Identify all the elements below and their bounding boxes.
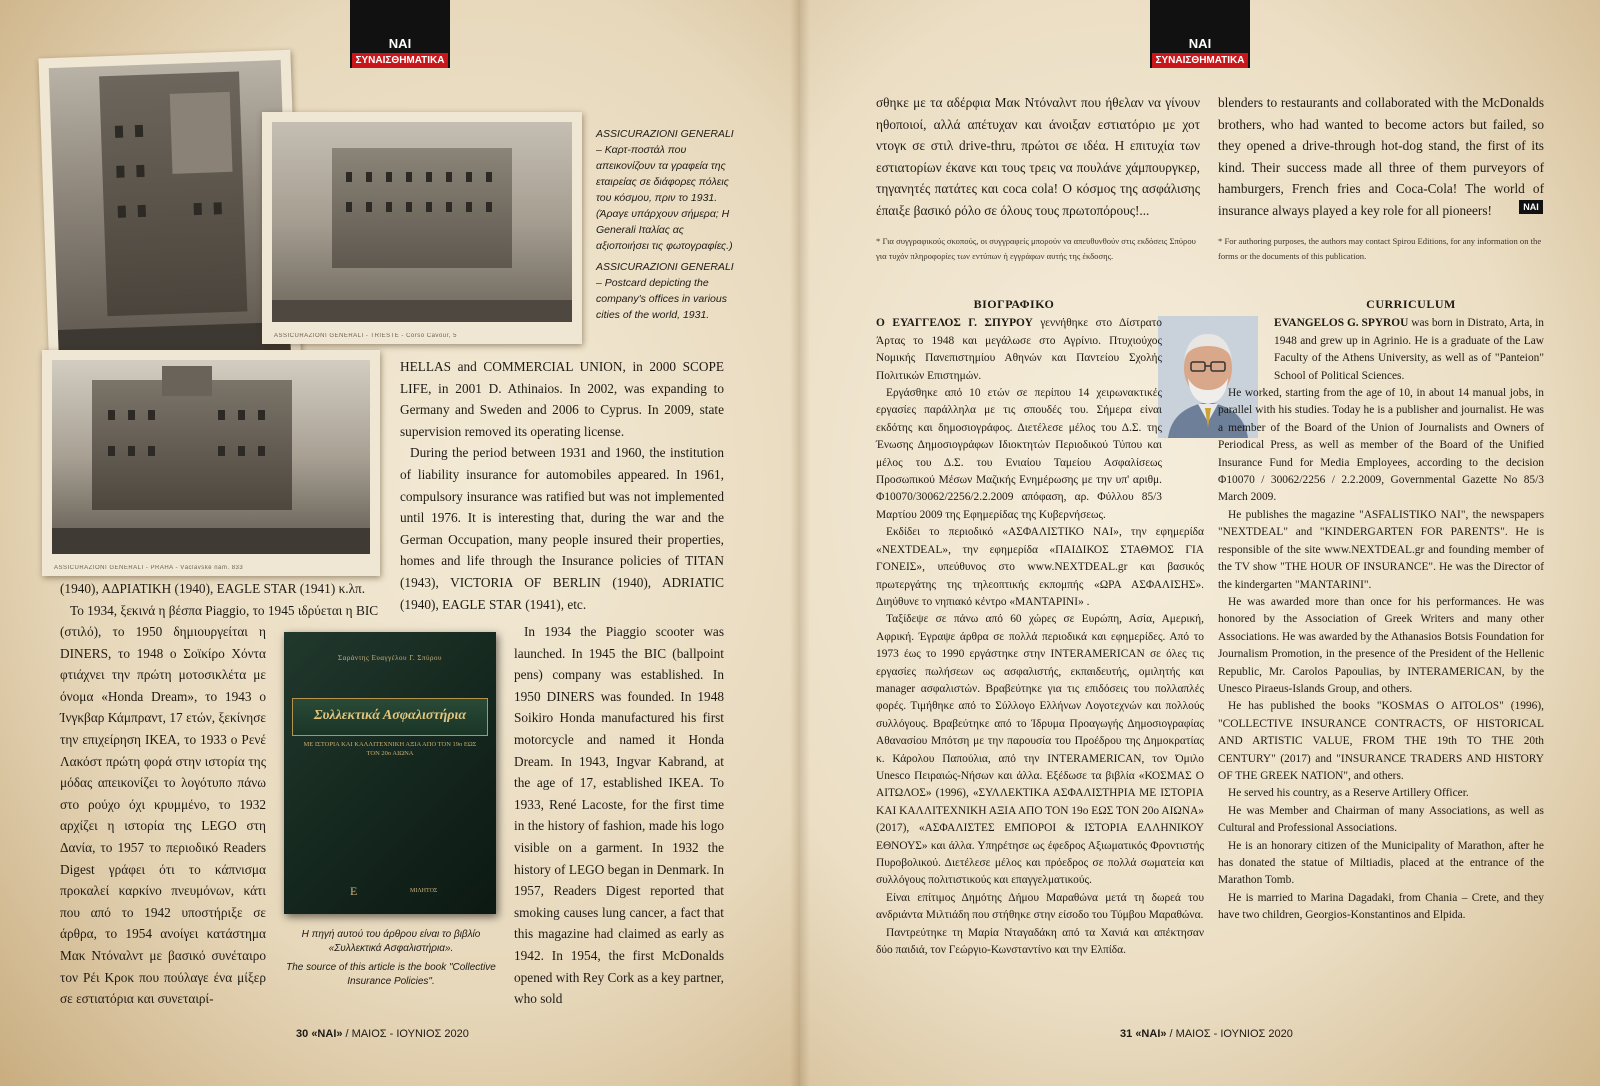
bio-greek-narrow-block	[876, 385, 1162, 524]
book-publisher: ΜΙΛΗΤΟΣ	[410, 888, 438, 894]
book-publisher-logo: Ε	[350, 884, 358, 898]
section-tab-left	[350, 0, 450, 68]
bio-english-para-1	[1274, 315, 1544, 385]
footnote-english: * For authoring purposes, the authors may contact Spirou Editions, for any information on the forms or the documents of this publication.	[1218, 236, 1542, 261]
left-english-column-bottom	[514, 621, 724, 1010]
left-english-para-2: During the period between 1931 and 1960, the institution of liability insurance for automobiles appeared. In 1961, compulsory insurance was ratified but was not implemented until 1976. It is interesting that, during the war and the German Occupation, many people insured their properties, homes and life through the Insurance policies of TITAN (1943), VICTORIA OF BERLIN (1940), ADRIATIC (1940), EAGLE STAR (1941), etc.	[400, 445, 724, 612]
section-tab-right	[1150, 0, 1250, 68]
bio-greek-para-6: Παντρεύτηκε τη Μαρία Νταγαδάκη από τα Χανιά και απέκτησαν δύο παιδιά, τον Γεώργιο-Κωνσταντίνο και την Ελπίδα.	[876, 926, 1204, 957]
bio-greek-para-1-text: γεννήθηκε στο Δίστρατο Άρτας το 1948 και μεγάλωσε στο Αγρίνιο. Πτυχιούχος Νομικής Πανεπιστημίου Αθηνών και Παντείου Σχολής Πολιτικών Επιστημών.	[876, 317, 1162, 382]
bio-greek-name: Ο ΕΥΑΓΓΕΛΟΣ Γ. ΣΠΥΡΟΥ	[876, 317, 1033, 330]
bio-greek-para-4: Ταξίδεψε σε πάνω από 60 χώρες σε Ευρώπη, Ασία, Αμερική, Αφρική. Έγραψε άρθρα σε πολλά περιοδικά και εφημερίδες. Από το 1973 έως το 1990 εργάστηκε στην INTERAMERICAN σε όλες τις εργασίες πωλήσεων ως ασφαλιστής, εκπαιδευτής, ομιλητής και manager ασφαλιστών. Βραβεύτηκε για τις επιδόσεις του πολλαπλές φορές. Τιμήθηκε από το Σύλλογο Ελλήνων Λογοτεχνών και πολλούς συλλόγους. Βραβεύτηκε από το Ίδρυμα Προαγωγής Δημοσιογραφίας Αθανασίου Μπότση με την παρουσία του Προέδρου της Δημοκρατίας κ. Κάρολου Παπούλια, από την INTERAMERICAN, τον Όμιλο Unesco Πειραιώς-Νήσων και άλλα. Εξέδωσε τα βιβλία «ΚΟΣΜΑΣ Ο ΑΙΤΩΛΟΣ» (1996), «ΣΥΛΛΕΚΤΙΚΑ ΑΣΦΑΛΙΣΤΗΡΙΑ ΜΕ ΙΣΤΟΡΙΑ ΚΑΙ ΚΑΛΛΙΤΕΧΝΙΚΗ ΑΞΙΑ ΑΠΟ ΤΟΝ 19ο ΕΩΣ ΤΟΝ 20ο ΑΙΩΝΑ» (2017), «ΑΣΦΑΛΙΣΤΕΣ ΕΜΠΟΡΟΙ & ΙΣΤΟΡΙΑ ΕΛΛΗΝΙΚΟΥ ΕΘΝΟΥΣ» και άλλα. Υπηρέτησε ως έφεδρος Αξιωματικός Φροντιστής Πυροβολικού. Διετέλεσε μέλος και πρόεδρος σε πολλά σωματεία και συλλόγους πολιτιστικούς και επαγγελματικούς.	[876, 613, 1204, 887]
bio-english-para-4: He was awarded more than once for his performances. He was honored by the Association of Greek Writers and many other Associations. He was awarded by the Athanasios Botsis Foundation for Journalism Promotion, in the presence of the President of the Hellenic Republic, Mr. Carolos Papoulias, by INTERAMERICAN, by the Unesco Piraeus-Islands Group, and others.	[1218, 595, 1544, 695]
left-english-para-3: In 1934 the Piaggio scooter was launched. In 1945 the BIC (ballpoint pens) company was established. In 1950 DINERS was founded. In 1948 Soikiro Honda manufactured his first motorcycle and named it Honda Dream. In 1943, Ingvar Kabrand, at the age of 17, established IKEA. To 1933, René Lacoste, for the first time in the history of fashion, made his logo visible on a garment. In 1932 the history of LEGO began in Denmark. In 1957, Readers Digest reported that smoking causes lung cancer, a fact that this magazine had claimed as early as 1942. In 1954, the first McDonalds opened with Rey Cork as a key partner, who sold	[514, 624, 724, 1007]
book-subtitle: ΜΕ ΙΣΤΟΡΙΑ ΚΑΙ ΚΑΛΛΙΤΕΧΝΙΚΗ ΑΞΙΑ ΑΠΟ ΤΟΝ 19ο ΕΩΣ ΤΟΝ 20ο ΑΙΩΝΑ	[303, 741, 477, 757]
left-greek-top-line-2: Το 1934, ξεκινά η βέσπα Piaggio, το 1945 ιδρύεται η BIC	[70, 602, 379, 618]
bio-english	[1218, 296, 1544, 925]
nai-end-badge: NAI	[1519, 200, 1543, 214]
right-greek-column-top	[876, 92, 1200, 222]
left-english-para-1: HELLAS and COMMERCIAL UNION, in 2000 SCOPE LIFE, in 2001 D. Athinaios. In 2002, was expanding to Germany and Sweden and 2006 to Cyprus. In 2009, state supervision removed its operating license.	[400, 359, 724, 439]
postcard-praha-caption: ASSICURAZIONI GENERALI - PRAHA - Václavské nám. 833	[54, 565, 244, 571]
right-greek-top-para: σθηκε με τα αδέρφια Μακ Ντόναλντ που ήθελαν να γίνουν ηθοποιοί, αλλά απέτυχαν και άνοιξαν εστιατόριο με χοτ ντογκ σε στιλ drive-thru, πρώτοι σε ιδέα. Η επιτυχία των εστιατορίων έκανε και τους τρεις να πουλάνε χάμπουργκερ, τηγανητές πατάτες και coca cola! Ο κόσμος της ασφάλισης έπαιξε βασικό ρόλο σε όλους τους πρωτοπόρους!...	[876, 95, 1200, 218]
footer-right-mag: «NAI»	[1135, 1028, 1167, 1040]
book-author: Σαράντης Ευαγγέλου Γ. Σπύρου	[338, 654, 442, 662]
bio-english-para-5: He has published the books "KOSMAS O AITOLOS" (1996), "COLLECTIVE INSURANCE CONTRACTS, OF HISTORICAL AND ARTISTIC VALUE, FROM THE 19th TO THE 20th CENTURY" (2017) and "INSURANCE TRADERS AND HISTORY OF THE GREEK NATION", and others.	[1218, 700, 1544, 782]
tab-nai-label: NAI	[388, 36, 412, 51]
bio-english-heading: CURRICULUM	[1366, 297, 1456, 311]
footer-right-page: 31	[1120, 1028, 1133, 1040]
book-caption	[282, 928, 500, 994]
bio-english-para-9: He is married to Marina Dagadaki, from Chania – Crete, and they have two children, Georgios-Konstantinos and Elpida.	[1218, 891, 1544, 922]
tab-section-label: ΣΥΝΑΙΣΘΗΜΑΤΙΚΑ	[352, 53, 448, 68]
right-english-top-para: blenders to restaurants and collaborated with the McDonalds brothers, who had wanted to become actors but failed, so they opened a drive-through hot-dog stand, the first of its kind. Their success made all three of them purveyors of hamburgers, French fries and Coca-Cola! The world of insurance always played a key role for all pioneers!	[1218, 95, 1544, 218]
bio-english-para-6: He served his country, as a Reserve Artillery Officer.	[1228, 787, 1469, 800]
book-cover	[284, 632, 496, 914]
postcard-caption	[596, 126, 736, 328]
left-english-column-top	[400, 356, 724, 615]
bio-greek	[876, 296, 1204, 959]
footnote-greek: * Για συγγραφικούς σκοπούς, οι συγγραφείς μπορούν να απευθυνθούν στις εκδόσεις Σπύρου για τυχόν πληροφορίες των εντύπων ή εγγράφων αυτής της έκδοσης.	[876, 236, 1196, 261]
book-title: Συλλεκτικά Ασφαλιστήρια	[313, 708, 467, 723]
right-english-column-top	[1218, 92, 1544, 222]
left-greek-top-line: (1940), ΑΔΡΙΑΤΙΚΗ (1940), EAGLE STAR (1941) κ.λπ.	[60, 581, 366, 596]
postcard-praha	[42, 350, 380, 576]
bio-english-para-7: He was Member and Chairman of many Associations, as well as Cultural and Professional Associations.	[1218, 804, 1544, 835]
postcard-fiume-image	[49, 60, 291, 360]
left-greek-top-lines	[60, 578, 380, 621]
postcard-trieste-caption: ASSICURAZIONI GENERALI - TRIESTE - Corso Cavour, 5	[274, 333, 457, 339]
bio-greek-heading: ΒΙΟΓΡΑΦΙΚΟ	[973, 297, 1055, 311]
left-greek-column	[60, 621, 266, 1010]
tab-section-label-right: ΣΥΝΑΙΣΘΗΜΑΤΙΚΑ	[1152, 53, 1248, 68]
footer-right	[1120, 1028, 1293, 1040]
bio-english-para-1-text: was born in Distrato, Arta, in 1948 and grew up in Agrinio. He is a graduate of the Law Faculty of the Athens University, as well as of "Panteion" School of Political Sciences.	[1274, 317, 1544, 382]
footer-left-issue: / ΜΑΙΟΣ - ΙΟΥΝΙΟΣ 2020	[342, 1028, 469, 1040]
book-caption-greek: Η πηγή αυτού του άρθρου είναι το βιβλίο «Συλλεκτικά Ασφαλιστήρια».	[301, 929, 481, 954]
bio-greek-para-5: Είναι επίτιμος Δημότης Δήμου Μαραθώνα μετά τη δωρεά του ανδριάντα Μιλτιάδη που στήθηκε στην είσοδο του Τύμβου Μαραθώνα.	[876, 891, 1204, 922]
footer-left-mag: «NAI»	[311, 1028, 343, 1040]
bio-greek-para-3: Εκδίδει το περιοδικό «ΑΣΦΑΛΙΣΤΙΚΟ ΝΑΙ», την εφημερίδα «NEXTDEAL», την εφημερίδα «ΠΑΙΔΙΚΟΣ ΣΤΑΘΜΟΣ ΓΙΑ ΓΟΝΕΙΣ», υπεύθυνος στο www.NEXTDEAL.gr και βασικός πρωτεργάτης της τηλεοπτικής εκπομπής «ΩΡΑ ΑΣΦΑΛΙΣΗΣ». Διηύθυνε το νηπιακό κέντρο «ΜΑΝΤΑΡΙΝΙ» .	[876, 526, 1204, 608]
bio-english-para-2: He worked, starting from the age of 10, in about 14 manual jobs, in parallel with his studies. Today he is a publisher and journalist. He was a member of the Board of the Union of Journalists and Owners of Periodical Press, as well as member of the Board of the Unified Insurance Fund for Media Employees, according to the decision Φ10070 / 30062/2256 / 2.2.2009, Governmental Gazette No 85/3 March 2009.	[1218, 387, 1544, 504]
left-greek-para: (στιλό), το 1950 δημιουργείται η DINERS, το 1948 ο Σοϊκίρο Χόντα φτιάχνει την πρώτη μοτοσικλέτα με όνομα «Honda Dream», το 1943 ο Ίνγκβαρ Κάμπραντ, 17 ετών, ξεκίνησε την επιχείρηση ΙΚΕΑ, το 1933 ο Ρενέ Λακόστ πρώτη φορά στην ιστορία της μόδας απεικονίζει το λογότυπο πάνω στο ρούχο όχι κρυμμένο, το 1932 αρχίζει η ιστορία της LEGO στη Δανία, το 1957 το περιοδικό Readers Digest γράφει ότι το κάπνισμα προκαλεί καρκίνο πνευμόνων, κάτι που από το 1942 υποστήριξε σε άρθρα, το 1954 ανοίγει κατάστημα Μακ Ντόναλντ με βασικό συνέταιρο τον Ρέι Κροκ που πούλαγε ένα μίξερ σε εστιατόρια και συνεταιρί-	[60, 624, 266, 1007]
footer-left	[296, 1028, 469, 1040]
bio-english-para-8: He is an honorary citizen of the Municipality of Marathon, after he has donated the statue of Miltiadis, placed at the entrance of the Marathon Tomb.	[1218, 839, 1544, 887]
bio-greek-para-1	[876, 315, 1162, 385]
postcard-praha-image	[52, 360, 370, 554]
bio-greek-para-2: Εργάσθηκε από 10 ετών σε περίπου 14 χειρωνακτικές εργασίες παράλληλα με τις σπουδές του. Σήμερα είναι εκδότης και δημοσιογράφος. Διετέλεσε μέλος του Δ.Σ. της Ένωσης Δημοσιογράφων Ιδιοκτητών Περιοδικού Τύπου και μέλος του Δ.Σ. του Ενιαίου Ταμείου Ασφαλίσεως Προσωπικού Μέσων Μαζικής Ενημέρωσης με την υπ' αριθμ. Φ10070/30062/2256/2.2.2009 απόφαση, αρ. Φύλλου 85/3 Μαρτίου 2009 της Εφημερίδας της Κυβερνήσεως.	[876, 387, 1162, 521]
bio-english-name: EVANGELOS G. SPYROU	[1274, 317, 1409, 330]
postcard-caption-greek: ASSICURAZIONI GENERALI – Καρτ-ποστάλ που απεικονίζουν τα γραφεία της εταιρείας σε διάφορες πόλεις του κόσμου, πριν το 1931. (Άραγε υπάρχουν σήμερα; Η Generali Ιταλίας ας αξιοποιήσει τις φωτογραφίες.)	[596, 128, 734, 252]
footer-right-issue: / ΜΑΙΟΣ - ΙΟΥΝΙΟΣ 2020	[1166, 1028, 1293, 1040]
postcard-caption-english: ASSICURAZIONI GENERALI – Postcard depicting the company's offices in various cities of the world, 1931.	[596, 261, 734, 321]
postcard-trieste-image	[272, 122, 572, 322]
bio-english-para-3: He publishes the magazine "ASFALISTIKO NAI", the newspapers "NEXTDEAL" and "KINDERGARTEN FOR PARENTS". He is responsible of the site www.NEXTDEAL.gr and founding member of the TV show "THE HOUR OF INSURANCE". He was the Director of the kindergarten "MANTARINI".	[1218, 508, 1544, 591]
book-caption-english: The source of this article is the book "Collective Insurance Policies".	[286, 962, 496, 987]
footer-left-page: 30	[296, 1028, 309, 1040]
tab-nai-label-right: NAI	[1188, 36, 1212, 51]
postcard-trieste	[262, 112, 582, 344]
page-gutter	[790, 0, 810, 1086]
